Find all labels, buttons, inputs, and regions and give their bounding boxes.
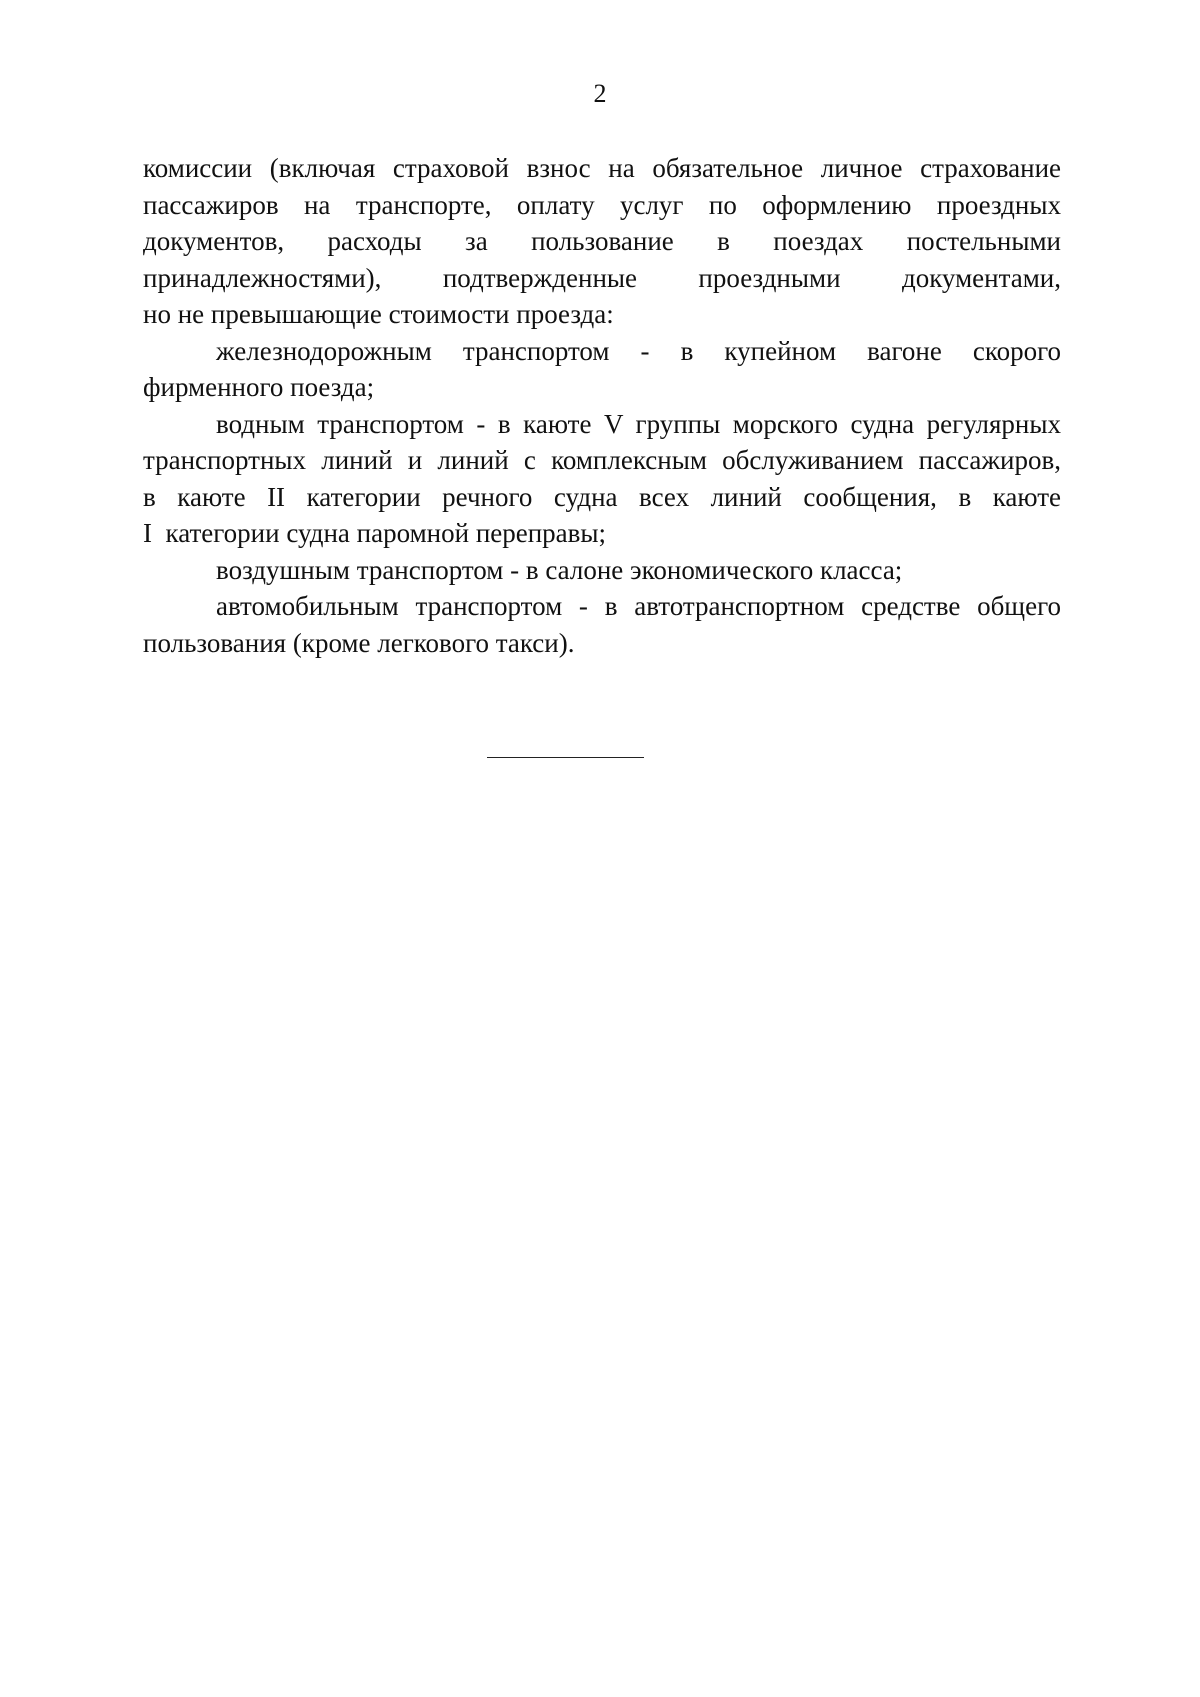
text-line: документов, расходы за пользование в поездах постельными <box>143 226 1061 256</box>
paragraph-road <box>143 588 1061 661</box>
text-line: комиссии (включая страховой взнос на обязательное личное страхование <box>143 153 1061 183</box>
text-line: железнодорожным транспортом - в купейном вагоне скорого <box>216 335 1061 366</box>
text-line: принадлежностями), подтвержденные проездными документами, <box>143 262 1061 293</box>
text-line: пассажиров на транспорте, оплату услуг по оформлению проездных <box>143 189 1061 220</box>
text-line: фирменного поезда; <box>143 372 375 402</box>
paragraph-water <box>143 406 1061 552</box>
text-line: воздушным транспортом - в салоне экономического класса; <box>216 554 903 585</box>
paragraph-railway <box>143 333 1061 406</box>
paragraph-air <box>143 552 1061 589</box>
text-line: водным транспортом - в каюте V группы морского судна регулярных <box>216 408 1061 439</box>
text-line: но не превышающие стоимости проезда: <box>143 299 614 329</box>
text-line: в каюте II категории речного судна всех линий сообщения, в каюте <box>143 481 1061 512</box>
end-separator-line <box>487 757 644 758</box>
text-line: I категории судна паромной переправы; <box>143 518 607 548</box>
text-line: пользования (кроме легкового такси). <box>143 627 575 658</box>
document-body <box>143 150 1061 661</box>
paragraph-expenses <box>143 150 1061 333</box>
text-line: транспортных линий и линий с комплексным обслуживанием пассажиров, <box>143 445 1061 475</box>
text-line: автомобильным транспортом - в автотранспортном средстве общего <box>216 591 1061 621</box>
page-number: 2 <box>593 79 607 108</box>
